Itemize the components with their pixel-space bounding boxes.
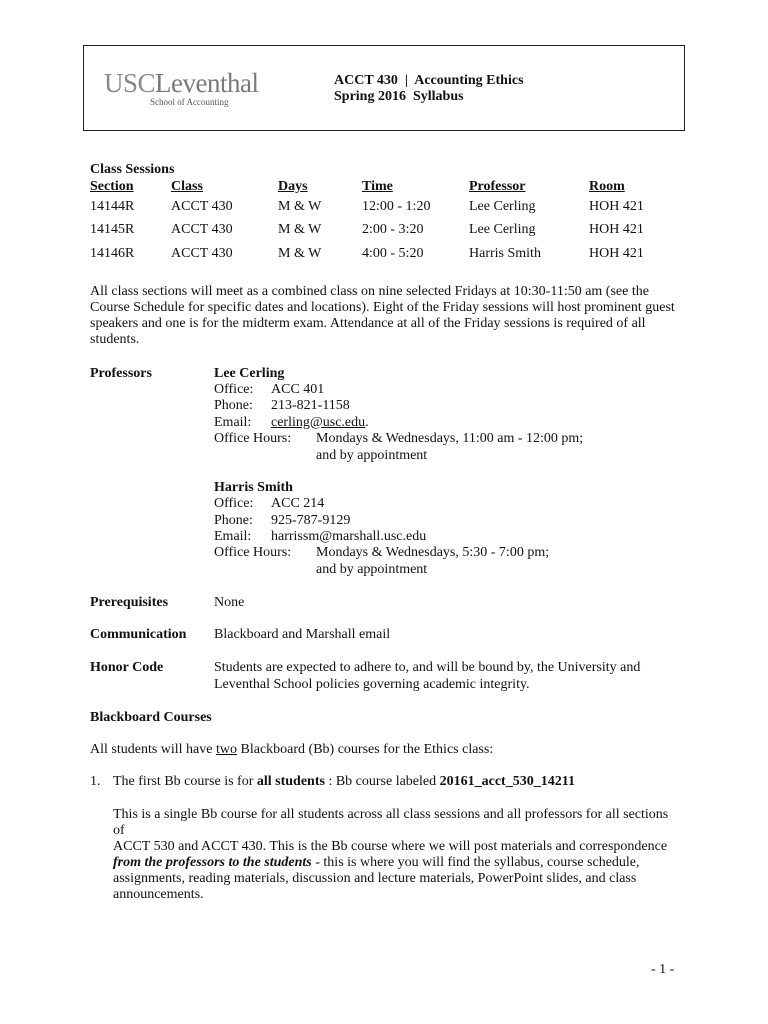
email-link[interactable]: cerling@usc.edu xyxy=(271,415,366,430)
intro-text: Blackboard (Bb) courses for the Ethics class: xyxy=(237,742,494,757)
logo-leventhal: Leventhal xyxy=(155,68,259,98)
desc-line: This is a single Bb course for all students across all class sessions and all professors for all sections of xyxy=(113,807,669,838)
list-item-number: 1. xyxy=(90,774,101,789)
cell-section: 14145R xyxy=(90,222,135,237)
office-hours-label: Office Hours: xyxy=(214,431,292,446)
intro-underlined: two xyxy=(216,742,237,757)
logo-subtitle: School of Accounting xyxy=(150,97,229,107)
office-hours-value: Mondays & Wednesdays, 11:00 am - 12:00 pm; xyxy=(316,431,584,446)
term-line: Spring 2016 Syllabus xyxy=(334,89,464,104)
cell-days: M & W xyxy=(278,246,322,261)
desc-line: ACCT 530 and ACCT 430. This is the Bb course where we will post materials and correspondence xyxy=(113,839,668,854)
desc-line: announcements. xyxy=(113,887,204,902)
col-header-room: Room xyxy=(589,179,625,194)
office-hours-value: Mondays & Wednesdays, 5:30 - 7:00 pm; xyxy=(316,545,550,560)
note-line: students. xyxy=(90,332,140,347)
cell-time: 2:00 - 3:20 xyxy=(362,222,424,237)
professor-name: Lee Cerling xyxy=(214,366,285,381)
email-label: Email: xyxy=(214,529,252,544)
desc-emphasis: from the professors to the students xyxy=(113,855,312,870)
intro-text: All students will have xyxy=(90,742,216,757)
header-title xyxy=(334,73,524,105)
course-line: ACCT 430 | Accounting Ethics xyxy=(334,73,524,88)
usc-leventhal-logo xyxy=(104,68,258,107)
prerequisites-value: None xyxy=(214,595,245,610)
item-bold: all students xyxy=(256,774,325,789)
professor-name: Harris Smith xyxy=(214,480,293,495)
sessions-note xyxy=(90,284,680,348)
note-line: speakers and one is for the midterm exam. Attendance at all of the Friday sessions is required of all xyxy=(90,316,646,331)
blackboard-title: Blackboard Courses xyxy=(90,710,212,725)
phone-value: 925-787-9129 xyxy=(271,513,351,528)
cell-section: 14144R xyxy=(90,199,135,214)
desc-text: - this is where you will find the syllabus, course schedule, xyxy=(311,855,640,870)
cell-time: 4:00 - 5:20 xyxy=(362,246,424,261)
note-line: Course Schedule for specific dates and locations). Eight of the Friday sessions will host prominent guest xyxy=(90,300,675,315)
desc-line xyxy=(113,855,683,871)
blackboard-intro xyxy=(90,742,493,758)
office-label: Office: xyxy=(214,496,254,511)
honor-code-line: Students are expected to adhere to, and will be bound by, the University and xyxy=(214,660,641,675)
note-line: All class sections will meet as a combined class on nine selected Fridays at 10:30-11:50 am (see the xyxy=(90,284,649,299)
cell-professor: Lee Cerling xyxy=(469,199,536,214)
communication-label: Communication xyxy=(90,627,187,642)
communication-value: Blackboard and Marshall email xyxy=(214,627,391,642)
cell-class: ACCT 430 xyxy=(171,246,233,261)
header-box xyxy=(83,45,685,131)
prerequisites-label: Prerequisites xyxy=(90,595,169,610)
email-link[interactable]: harrissm@marshall.usc.edu xyxy=(271,529,427,544)
professors-label: Professors xyxy=(90,366,152,381)
col-header-class: Class xyxy=(171,179,203,194)
cell-professor: Lee Cerling xyxy=(469,222,536,237)
cell-professor: Harris Smith xyxy=(469,246,541,261)
cell-days: M & W xyxy=(278,222,322,237)
sessions-title: Class Sessions xyxy=(90,162,175,177)
page-number: - 1 - xyxy=(651,962,675,977)
office-hours-extra: and by appointment xyxy=(316,448,428,463)
email-label: Email: xyxy=(214,415,252,430)
office-hours-extra: and by appointment xyxy=(316,562,428,577)
phone-label: Phone: xyxy=(214,398,253,413)
email-suffix: . xyxy=(365,415,369,430)
cell-class: ACCT 430 xyxy=(171,222,233,237)
blackboard-description xyxy=(113,807,683,903)
honor-code-line: Leventhal School policies governing academic integrity. xyxy=(214,677,530,692)
cell-section: 14146R xyxy=(90,246,135,261)
logo-usc: USC xyxy=(104,68,156,98)
col-header-professor: Professor xyxy=(469,179,526,194)
cell-class: ACCT 430 xyxy=(171,199,233,214)
item-text: The first Bb course is for xyxy=(113,774,257,789)
col-header-days: Days xyxy=(278,179,308,194)
honor-code-label: Honor Code xyxy=(90,660,164,675)
list-item xyxy=(113,774,575,790)
col-header-time: Time xyxy=(362,179,393,194)
col-header-section: Section xyxy=(90,179,134,194)
item-text: : Bb course labeled xyxy=(324,774,440,789)
office-label: Office: xyxy=(214,382,254,397)
cell-days: M & W xyxy=(278,199,322,214)
office-hours-label: Office Hours: xyxy=(214,545,292,560)
cell-room: HOH 421 xyxy=(589,246,644,261)
cell-room: HOH 421 xyxy=(589,199,644,214)
cell-time: 12:00 - 1:20 xyxy=(362,199,431,214)
office-value: ACC 401 xyxy=(271,382,325,397)
office-value: ACC 214 xyxy=(271,496,325,511)
phone-label: Phone: xyxy=(214,513,253,528)
bb-course-id: 20161_acct_530_14211 xyxy=(439,774,575,789)
desc-line: assignments, reading materials, discussion and lecture materials, PowerPoint slides, and class xyxy=(113,871,637,886)
phone-value: 213-821-1158 xyxy=(271,398,350,413)
cell-room: HOH 421 xyxy=(589,222,644,237)
